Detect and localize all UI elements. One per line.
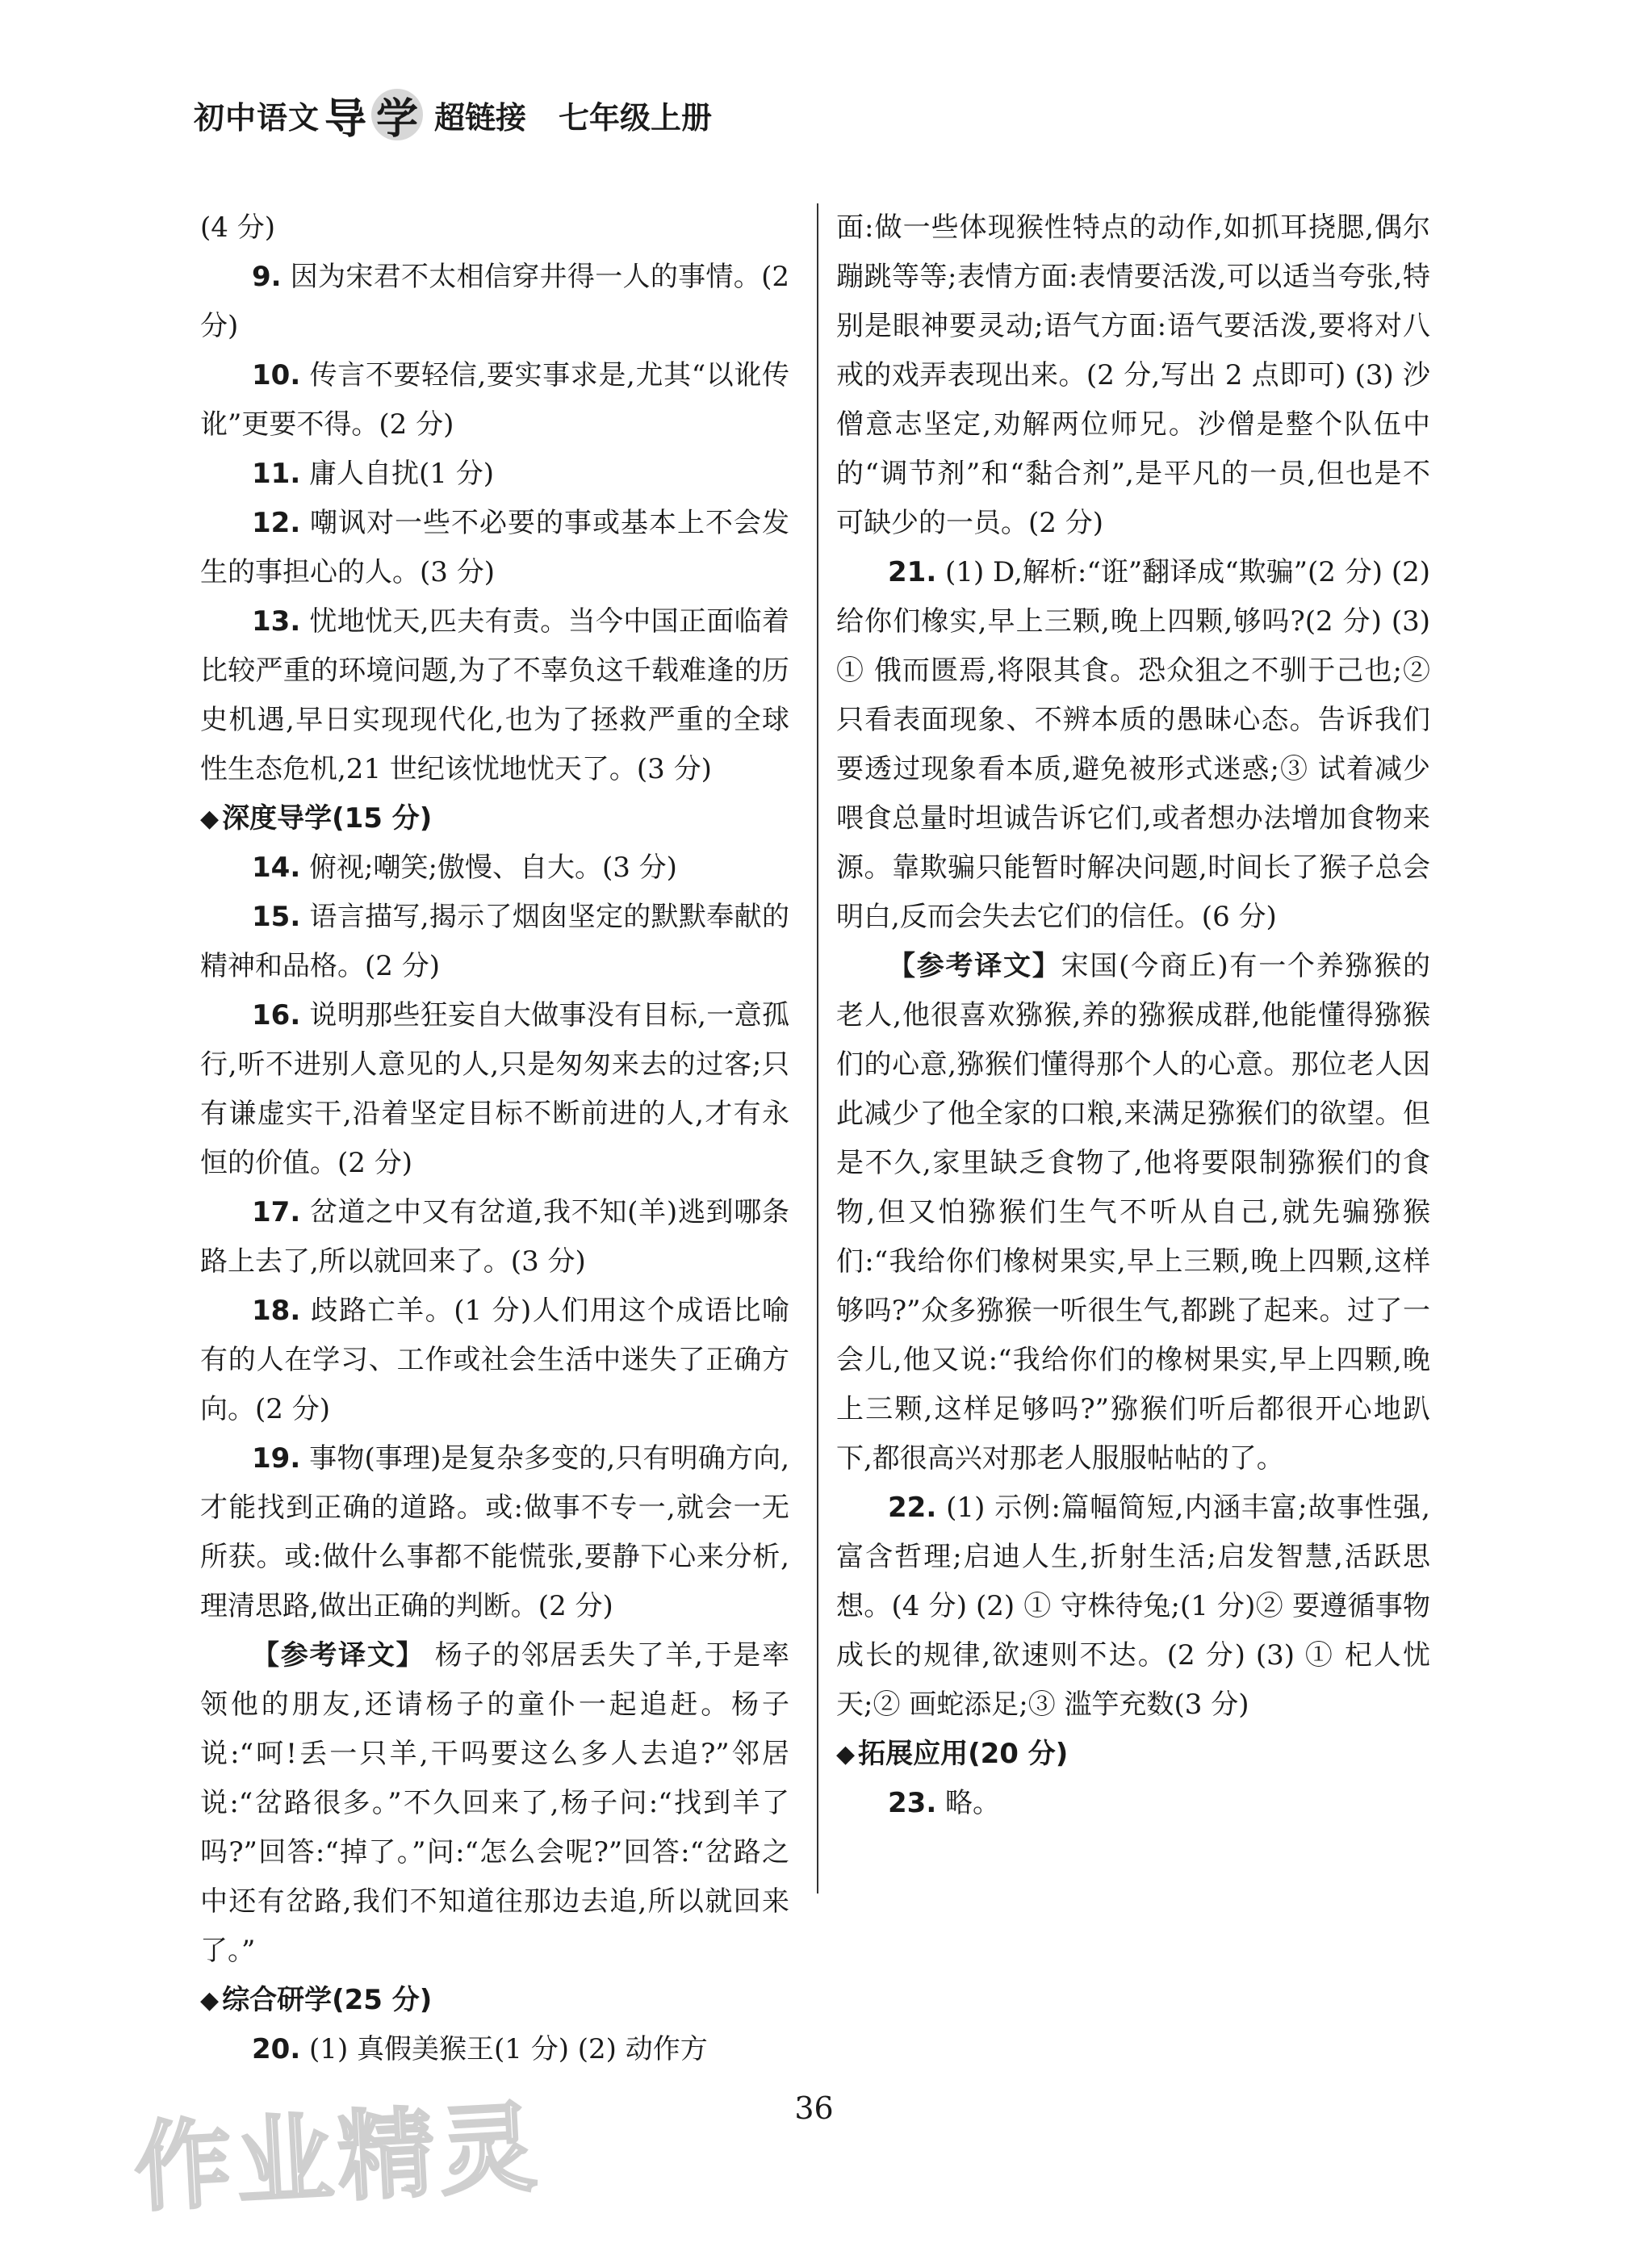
answer-19 — [200, 1434, 789, 1631]
section-title: 深度导学(15 分) — [222, 802, 433, 835]
answer-text: (1) 真假美猴王(1 分) (2) 动作方 — [300, 2033, 708, 2065]
column-divider — [817, 203, 818, 1893]
answer-fragment: (4 分) — [200, 211, 275, 244]
header-xue: 学 — [371, 89, 423, 140]
diamond-icon: ◆ — [836, 1740, 856, 1768]
question-number: 18. — [252, 1295, 301, 1327]
answer-text: 庸人自扰(1 分) — [300, 458, 495, 490]
answer-20-continued: 面:做一些体现猴性特点的动作,如抓耳挠腮,偶尔蹦跳等等;表情方面:表情要活泼,可以适当夸张,特别是眼神要灵动;语气方面:语气要活泼,要将对八戒的戏弄表现出来。(2 分,写出 2 点即可) (3) 沙僧意志坚定,劝解两位师兄。沙僧是整个队伍中的“调节剂”和“黏合剂”,是平凡的一员,但也是不可缺少的一员。(2 分) — [836, 211, 1430, 539]
answer-17 — [200, 1188, 789, 1287]
answer-13 — [200, 597, 789, 794]
question-number: 13. — [252, 605, 301, 638]
question-number: 21. — [888, 556, 937, 588]
answer-text: 略。 — [936, 1787, 1001, 1819]
answer-text: 俯视;嘲笑;傲慢、自大。(3 分) — [300, 852, 677, 884]
section-heading-comprehensive — [200, 1976, 789, 2025]
answer-text: 说明那些狂妄自大做事没有目标,一意孤行,听不进别人意见的人,只是匆匆来去的过客;只有谦虚实干,沿着坚定目标不断前进的人,才有永恒的价值。(2 分) — [200, 999, 789, 1179]
right-column — [836, 203, 1430, 1828]
answer-text: 语言描写,揭示了烟囱坚定的默默奉献的精神和品格。(2 分) — [200, 901, 789, 982]
watermark: 作业精灵 — [132, 2091, 544, 2226]
answer-18 — [200, 1287, 789, 1434]
question-number: 9. — [252, 261, 282, 293]
question-number: 11. — [252, 458, 301, 490]
reference-translation — [200, 1631, 789, 1976]
diamond-icon: ◆ — [200, 1986, 220, 2015]
diamond-icon: ◆ — [200, 805, 220, 833]
answer-22 — [836, 1483, 1430, 1730]
question-number: 22. — [888, 1492, 937, 1524]
question-number: 12. — [252, 507, 301, 539]
answer-text: 因为宋君不太相信穿井得一人的事情。(2 分) — [200, 261, 789, 342]
answer-14 — [200, 843, 789, 893]
answer-20 — [200, 2025, 789, 2074]
answer-10 — [200, 351, 789, 450]
answer-text: 传言不要轻信,要实事求是,尤其“以讹传讹”更要不得。(2 分) — [200, 359, 789, 441]
header-dao: 导 — [324, 94, 367, 144]
answer-16 — [200, 991, 789, 1188]
question-number: 16. — [252, 999, 301, 1031]
answer-text: 事物(事理)是复杂多变的,只有明确方向,才能找到正确的道路。或:做事不专一,就会一无所获。或:做什么事都不能慌张,要静下心来分析,理清思路,做出正确的判断。(2 分) — [200, 1442, 789, 1622]
left-column — [200, 203, 789, 2074]
section-heading-depth — [200, 794, 789, 843]
question-number: 19. — [252, 1442, 301, 1475]
translation-text: 杨子的邻居丢失了羊,于是率领他的朋友,还请杨子的童仆一起追赶。杨子说:“呵!丢一只羊,干吗要这么多人去追?”邻居说:“岔路很多。”不久回来了,杨子问:“找到羊了吗?”回答:“掉了。”问:“怎么会呢?”回答:“岔路之中还有岔路,我们不知道往那边去追,所以就回来了。” — [200, 1639, 790, 1967]
answer-text: 岔道之中又有岔道,我不知(羊)逃到哪条路上去了,所以就回来了。(3 分) — [200, 1196, 789, 1278]
header-link-label: 超链接 — [434, 99, 527, 136]
answer-9 — [200, 253, 789, 351]
answer-15 — [200, 893, 789, 991]
answer-text: 嘲讽对一些不必要的事或基本上不会发生的事担心的人。(3 分) — [200, 507, 789, 588]
translation-text: 宋国(今商丘)有一个养猕猴的老人,他很喜欢猕猴,养的猕猴成群,他能懂得猕猴们的心意,猕猴们懂得那个人的心意。那位老人因此减少了他全家的口粮,来满足猕猴们的欲望。但是不久,家里缺乏食物了,他将要限制猕猴们的食物,但又怕猕猴们生气不听从自己,就先骗猕猴们:“我给你们橡树果实,早上三颗,晚上四颗,这样够吗?”众多猕猴一听很生气,都跳了起来。过了一会儿,他又说:“我给你们的橡树果实,早上四颗,晚上三颗,这样足够吗?”猕猴们听后都很开心地趴下,都很高兴对那老人服服帖帖的了。 — [836, 950, 1431, 1475]
answer-12 — [200, 499, 789, 597]
answer-text: 忧地忧天,匹夫有责。当今中国正面临着比较严重的环境问题,为了不辜负这千载难逢的历史机遇,早日实现现代化,也为了拯救严重的全球性生态危机,21 世纪该忧地忧天了。(3 分) — [200, 605, 789, 785]
question-number: 17. — [252, 1196, 301, 1228]
section-title: 拓展应用(20 分) — [858, 1738, 1069, 1770]
section-title: 综合研学(25 分) — [222, 1984, 433, 2016]
page-header — [194, 90, 713, 144]
reference-translation — [836, 942, 1430, 1483]
answer-21 — [836, 548, 1430, 942]
translation-label: 【参考译文】 — [888, 950, 1061, 982]
answer-text: (1) 示例:篇幅简短,内涵丰富;故事性强,富含哲理;启迪人生,折射生活;启发智慧,活跃思想。(4 分) (2) ① 守株待兔;(1 分)② 要遵循事物成长的规律,欲速则不达。(2 分) (3) ① 杞人忧天;② 画蛇添足;③ 滥竽充数(3 分) — [836, 1492, 1430, 1721]
series-title: 初中语文 — [194, 99, 320, 136]
question-number: 10. — [252, 359, 301, 391]
header-grade: 七年级上册 — [559, 99, 713, 136]
question-number: 20. — [252, 2033, 301, 2065]
section-heading-extension — [836, 1730, 1430, 1779]
answer-23 — [836, 1779, 1430, 1828]
translation-label: 【参考译文】 — [252, 1639, 425, 1672]
answer-text: (1) D,解析:“诳”翻译成“欺骗”(2 分) (2) 给你们橡实,早上三颗,晚上四颗,够吗?(2 分) (3) ① 俄而匮焉,将限其食。恐众狙之不驯于己也;② 只看表面现象、不辨本质的愚昧心态。告诉我们要透过现象看本质,避免被形式迷惑;③ 试着减少喂食总量时坦诚告诉它们,或者想办法增加食物来源。靠欺骗只能暂时解决问题,时间长了猴子总会明白,反而会失去它们的信任。(6 分) — [836, 556, 1430, 933]
answer-11 — [200, 450, 789, 499]
question-number: 14. — [252, 852, 301, 884]
page-number: 36 — [794, 2090, 834, 2126]
question-number: 23. — [888, 1787, 937, 1819]
question-number: 15. — [252, 901, 301, 933]
answer-text: 歧路亡羊。(1 分)人们用这个成语比喻有的人在学习、工作或社会生活中迷失了正确方向。(2 分) — [200, 1295, 789, 1425]
